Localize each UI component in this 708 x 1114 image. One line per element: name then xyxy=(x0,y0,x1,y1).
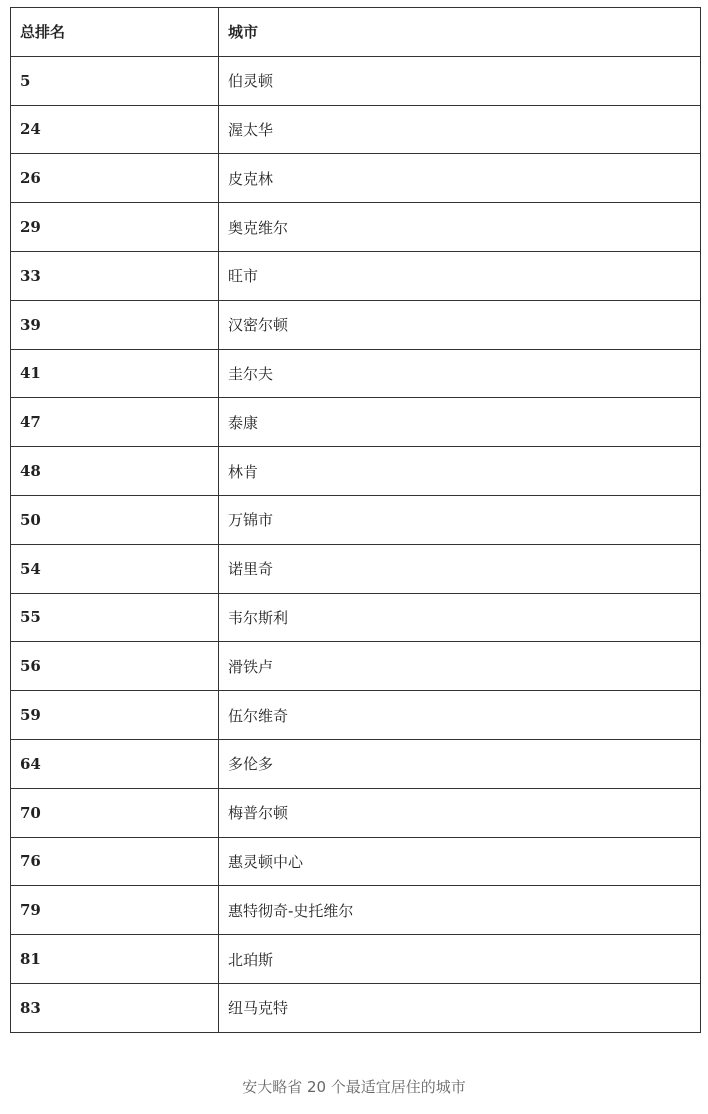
city-cell: 伯灵顿 xyxy=(219,56,701,105)
table-row xyxy=(11,593,701,642)
rank-cell: 29 xyxy=(11,203,219,252)
table-row xyxy=(11,154,701,203)
rank-cell: 50 xyxy=(11,495,219,544)
rank-cell: 70 xyxy=(11,788,219,837)
rank-cell: 56 xyxy=(11,642,219,691)
table-row xyxy=(11,251,701,300)
table-row xyxy=(11,642,701,691)
rank-cell: 33 xyxy=(11,251,219,300)
rank-cell: 48 xyxy=(11,447,219,496)
rank-cell: 64 xyxy=(11,739,219,788)
table-row xyxy=(11,447,701,496)
table-row xyxy=(11,691,701,740)
table-row xyxy=(11,398,701,447)
header-city: 城市 xyxy=(219,8,701,57)
table-row xyxy=(11,544,701,593)
ranking-table-container xyxy=(10,7,700,1033)
rank-cell: 59 xyxy=(11,691,219,740)
city-cell: 圭尔夫 xyxy=(219,349,701,398)
rank-cell: 26 xyxy=(11,154,219,203)
city-cell: 韦尔斯利 xyxy=(219,593,701,642)
rank-cell: 24 xyxy=(11,105,219,154)
table-row xyxy=(11,935,701,984)
rank-cell: 39 xyxy=(11,300,219,349)
table-row xyxy=(11,203,701,252)
city-cell: 旺市 xyxy=(219,251,701,300)
city-cell: 诺里奇 xyxy=(219,544,701,593)
city-cell: 纽马克特 xyxy=(219,983,701,1032)
rank-cell: 76 xyxy=(11,837,219,886)
city-cell: 汉密尔顿 xyxy=(219,300,701,349)
table-row xyxy=(11,788,701,837)
city-cell: 北珀斯 xyxy=(219,935,701,984)
table-row xyxy=(11,495,701,544)
city-cell: 万锦市 xyxy=(219,495,701,544)
rank-cell: 83 xyxy=(11,983,219,1032)
table-row xyxy=(11,837,701,886)
rank-cell: 47 xyxy=(11,398,219,447)
city-cell: 皮克林 xyxy=(219,154,701,203)
table-row xyxy=(11,739,701,788)
city-cell: 伍尔维奇 xyxy=(219,691,701,740)
city-cell: 多伦多 xyxy=(219,739,701,788)
rank-cell: 79 xyxy=(11,886,219,935)
rank-cell: 55 xyxy=(11,593,219,642)
table-caption: 安大略省 20 个最适宜居住的城市 xyxy=(242,1078,466,1096)
table-row xyxy=(11,105,701,154)
table-row xyxy=(11,983,701,1032)
city-cell: 惠灵顿中心 xyxy=(219,837,701,886)
table-row xyxy=(11,349,701,398)
rank-cell: 41 xyxy=(11,349,219,398)
header-rank: 总排名 xyxy=(11,8,219,57)
city-cell: 滑铁卢 xyxy=(219,642,701,691)
rank-cell: 54 xyxy=(11,544,219,593)
city-cell: 奥克维尔 xyxy=(219,203,701,252)
rank-cell: 5 xyxy=(11,56,219,105)
table-body xyxy=(11,56,701,1032)
table-header-row xyxy=(11,8,701,57)
rank-cell: 81 xyxy=(11,935,219,984)
city-cell: 泰康 xyxy=(219,398,701,447)
city-cell: 惠特彻奇-史托维尔 xyxy=(219,886,701,935)
city-cell: 渥太华 xyxy=(219,105,701,154)
city-cell: 林肯 xyxy=(219,447,701,496)
table-row xyxy=(11,300,701,349)
table-row xyxy=(11,886,701,935)
table-row xyxy=(11,56,701,105)
city-cell: 梅普尔顿 xyxy=(219,788,701,837)
ranking-table xyxy=(10,7,701,1033)
